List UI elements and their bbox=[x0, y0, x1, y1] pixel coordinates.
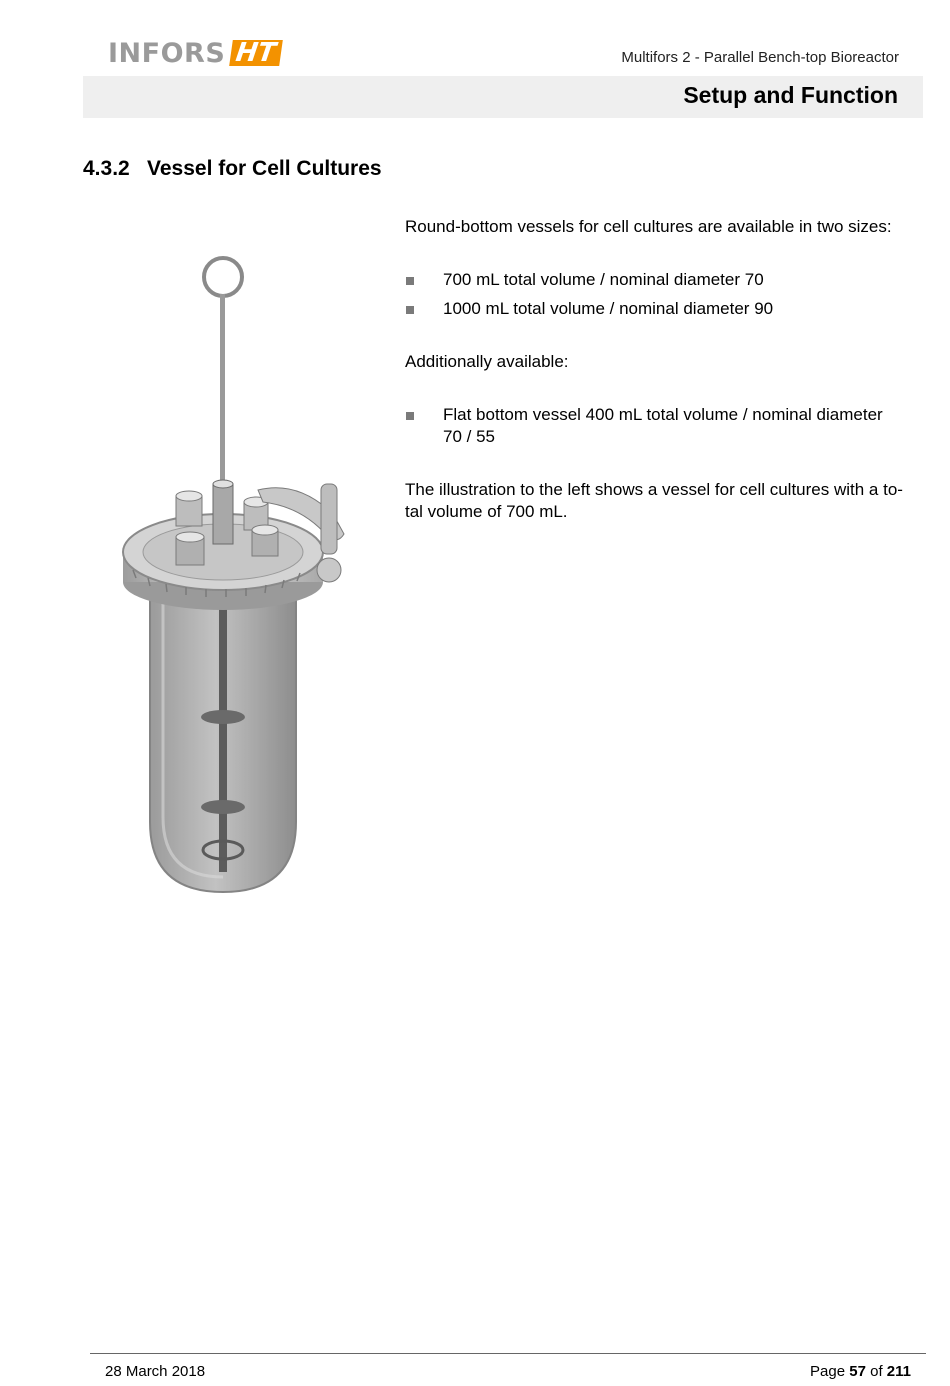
page-current: 57 bbox=[849, 1363, 866, 1380]
intro-paragraph: Round-bottom vessels for cell cultures are available in two sizes: bbox=[405, 217, 892, 236]
page-number bbox=[810, 1363, 911, 1380]
list-item-text: 700 mL total volume / nominal diameter 70 bbox=[443, 270, 764, 289]
list-item bbox=[405, 269, 920, 291]
additional-list bbox=[405, 404, 920, 448]
section-title: Vessel for Cell Cultures bbox=[147, 157, 382, 180]
list-item bbox=[405, 404, 920, 448]
page-separator: of bbox=[865, 1363, 887, 1380]
page-prefix: Page bbox=[810, 1363, 850, 1380]
logo-text: INFORS bbox=[108, 37, 226, 69]
illustration-note-line2: tal volume of 700 mL. bbox=[405, 502, 568, 521]
bullet-square-icon bbox=[406, 412, 414, 420]
chapter-band bbox=[83, 76, 923, 118]
footer-divider bbox=[90, 1353, 926, 1354]
page-total: 211 bbox=[886, 1363, 911, 1380]
section-body bbox=[405, 216, 920, 523]
bioreactor-vessel-illustration bbox=[118, 252, 358, 897]
logo-accent: HT bbox=[229, 40, 282, 66]
list-item bbox=[405, 298, 920, 320]
footer-date: 28 March 2018 bbox=[105, 1363, 206, 1380]
illustration-note-line1: The illustration to the left shows a vessel for cell cultures with a to- bbox=[405, 480, 903, 499]
additional-heading: Additionally available: bbox=[405, 352, 569, 371]
list-item-text: Flat bottom vessel 400 mL total volume / nominal diameter 70 / 55 bbox=[443, 405, 883, 446]
section-heading bbox=[83, 157, 382, 181]
illustration-note bbox=[405, 479, 920, 523]
bullet-square-icon bbox=[406, 277, 414, 285]
size-list bbox=[405, 269, 920, 320]
bullet-square-icon bbox=[406, 306, 414, 314]
vessel-figure bbox=[118, 252, 358, 897]
company-logo bbox=[108, 38, 281, 68]
list-item-text: 1000 mL total volume / nominal diameter 90 bbox=[443, 299, 774, 318]
chapter-title: Setup and Function bbox=[683, 82, 898, 108]
document-title: Multifors 2 - Parallel Bench-top Bioreactor bbox=[621, 49, 899, 66]
section-number: 4.3.2 bbox=[83, 157, 130, 180]
